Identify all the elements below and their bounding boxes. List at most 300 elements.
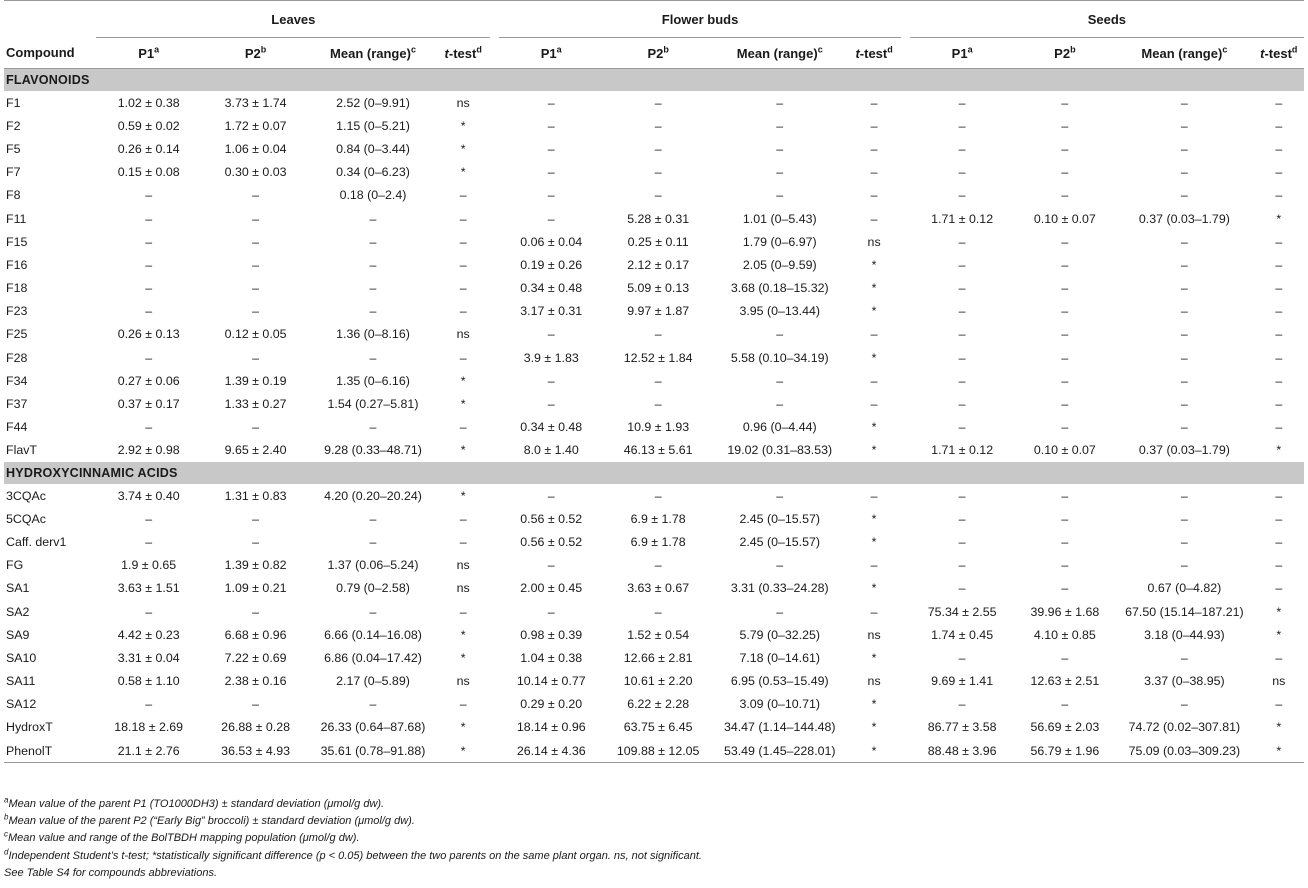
group-header-flower-buds: Flower buds <box>499 1 902 38</box>
table-cell: – <box>145 211 153 226</box>
table-cell: – <box>547 397 555 412</box>
table-cell: ns <box>456 95 470 110</box>
compound-name-cell: F15 <box>6 234 28 249</box>
table-cell: – <box>654 95 662 110</box>
table-cell: 26.33 (0.64–87.68) <box>320 720 426 735</box>
table-cell: 1.15 (0–5.21) <box>336 118 410 133</box>
table-row <box>4 207 1304 230</box>
table-cell: – <box>459 281 467 296</box>
table-cell: – <box>145 257 153 272</box>
table-cell: 26.14 ± 4.36 <box>499 739 604 763</box>
table-cell: – <box>252 534 260 549</box>
table-cell: 1.39 ± 0.82 <box>224 558 287 573</box>
table-cell: – <box>654 165 662 180</box>
table-cell: – <box>252 281 260 296</box>
footnote: $^a$Mean value of the parent P1 (TO1000DH3) ± standard deviation (μmol/g dw). <box>4 795 385 810</box>
table-cell: – <box>547 604 555 619</box>
table-cell: – <box>1275 534 1283 549</box>
compound-name-cell: F37 <box>6 397 28 412</box>
table-cell: * <box>1276 720 1282 735</box>
table-cell: – <box>145 281 153 296</box>
table-cell: 0.56 ± 0.52 <box>520 534 583 549</box>
table-cell: – <box>1180 165 1188 180</box>
table-cell: 86.77 ± 3.58 <box>927 720 997 735</box>
column-header-row <box>4 38 1304 69</box>
table-cell: 75.09 (0.03–309.23) <box>1115 739 1253 763</box>
table-cell: – <box>1061 581 1069 596</box>
table-cell: 1.33 ± 0.27 <box>224 397 287 412</box>
column-header-seeds-p1: P1$^a$ <box>910 38 1015 69</box>
section-title: FLAVONOIDS <box>4 69 1304 92</box>
table-cell: 0.84 (0–3.44) <box>336 141 410 156</box>
table-cell: 3.63 ± 0.67 <box>627 581 690 596</box>
table-cell: 1.39 ± 0.19 <box>224 373 287 388</box>
table-cell: – <box>776 118 784 133</box>
table-cell: – <box>958 327 966 342</box>
table-cell: 1.31 ± 0.83 <box>224 488 287 503</box>
table-cell: – <box>252 697 260 712</box>
table-cell: – <box>1061 234 1069 249</box>
compound-name-cell: HydroxT <box>6 720 53 735</box>
table-cell: * <box>871 443 877 458</box>
table-cell: 2.00 ± 0.45 <box>520 581 583 596</box>
table-cell: 9.97 ± 1.87 <box>627 304 690 319</box>
table-cell: – <box>1061 327 1069 342</box>
table-cell: 1.52 ± 0.54 <box>627 627 690 642</box>
table-cell: – <box>1180 188 1188 203</box>
table-cell: * <box>1276 443 1282 458</box>
table-row <box>4 114 1304 137</box>
table-cell: 0.34 ± 0.48 <box>520 281 583 296</box>
table-cell: 0.67 (0–4.82) <box>1147 581 1222 596</box>
table-cell: – <box>958 188 966 203</box>
table-cell: – <box>1180 281 1188 296</box>
table-cell: – <box>145 188 153 203</box>
table-cell: – <box>1275 234 1283 249</box>
table-cell: * <box>1254 739 1304 763</box>
table-cell: 0.12 ± 0.05 <box>224 327 287 342</box>
footnote: See Table S4 for compounds abbreviations. <box>4 866 218 879</box>
table-cell: – <box>252 350 260 365</box>
table-cell: – <box>958 281 966 296</box>
table-cell: – <box>1275 420 1283 435</box>
compound-name-cell: F34 <box>6 373 28 388</box>
table-cell: 9.28 (0.33–48.71) <box>324 443 422 458</box>
table-cell: – <box>145 697 153 712</box>
table-cell: 0.19 ± 0.26 <box>520 257 583 272</box>
compound-name-cell: F16 <box>6 257 28 272</box>
table-row <box>4 184 1304 207</box>
table-cell: – <box>654 558 662 573</box>
table-cell: 74.72 (0.02–307.81) <box>1128 720 1241 735</box>
table-cell: 3.37 (0–38.95) <box>1144 674 1225 689</box>
column-header-seeds-p2: P2$^b$ <box>1015 38 1116 69</box>
compound-table <box>4 0 1304 763</box>
table-cell: 2.38 ± 0.16 <box>224 674 287 689</box>
table-cell: – <box>369 350 377 365</box>
section-header-row <box>4 462 1304 484</box>
table-cell: – <box>1275 350 1283 365</box>
table-cell: – <box>145 511 153 526</box>
table-cell: 0.15 ± 0.08 <box>117 165 180 180</box>
table-cell: * <box>460 373 466 388</box>
table-cell: – <box>547 165 555 180</box>
table-cell: – <box>654 188 662 203</box>
table-cell: – <box>958 95 966 110</box>
table-body <box>4 69 1304 763</box>
table-row <box>4 577 1304 600</box>
table-cell: 0.06 ± 0.04 <box>520 234 583 249</box>
table-cell: – <box>1180 650 1188 665</box>
table-cell: – <box>1180 697 1188 712</box>
table-cell: – <box>870 373 878 388</box>
table-cell: – <box>369 420 377 435</box>
table-cell: 1.02 ± 0.38 <box>117 95 180 110</box>
table-cell: 3.31 (0.33–24.28) <box>730 581 829 596</box>
table-cell: – <box>1275 257 1283 272</box>
table-row <box>4 693 1304 716</box>
table-cell: 3.31 ± 0.04 <box>117 650 180 665</box>
table-cell: – <box>145 420 153 435</box>
table-cell: – <box>547 488 555 503</box>
table-cell: 4.42 ± 0.23 <box>117 627 180 642</box>
table-cell: – <box>547 95 555 110</box>
table-cell: 0.37 (0.03–1.79) <box>1138 443 1230 458</box>
table-cell: 12.66 ± 2.81 <box>623 650 693 665</box>
table-cell: – <box>1061 697 1069 712</box>
table-cell: – <box>1275 581 1283 596</box>
table-cell: 7.18 (0–14.61) <box>739 650 821 665</box>
table-footnotes <box>4 796 702 882</box>
table-cell: 1.06 ± 0.04 <box>224 141 287 156</box>
table-cell: 39.96 ± 1.68 <box>1030 604 1100 619</box>
compound-name-cell: SA9 <box>6 627 30 642</box>
table-cell: – <box>1061 281 1069 296</box>
table-cell: * <box>871 650 877 665</box>
table-cell: – <box>1061 188 1069 203</box>
table-row <box>4 91 1304 114</box>
column-header-leaves-mean-range: Mean (range)$^c$ <box>310 38 436 69</box>
table-row <box>4 484 1304 507</box>
table-row <box>4 416 1304 439</box>
table-cell: – <box>1275 304 1283 319</box>
table-cell: 19.02 (0.31–83.53) <box>727 443 833 458</box>
table-cell: – <box>958 697 966 712</box>
compound-name-cell: 5CQAc <box>6 511 46 526</box>
table-cell: * <box>871 350 877 365</box>
table-row <box>4 439 1304 462</box>
table-cell: 5.58 (0.10–34.19) <box>730 350 829 365</box>
table-cell: 63.75 ± 6.45 <box>623 720 693 735</box>
table-cell: – <box>1180 420 1188 435</box>
table-cell: – <box>958 397 966 412</box>
table-cell: * <box>871 281 877 296</box>
table-cell: – <box>369 211 377 226</box>
compound-name-cell: PhenolT <box>4 739 96 763</box>
table-cell: – <box>776 558 784 573</box>
table-cell: 3.68 (0.18–15.32) <box>730 281 829 296</box>
compound-name-cell: FlavT <box>6 443 37 458</box>
compound-name-cell: F7 <box>6 165 21 180</box>
table-cell: 0.25 ± 0.11 <box>627 234 689 249</box>
table-cell: – <box>252 211 260 226</box>
table-cell: 10.14 ± 0.77 <box>516 674 586 689</box>
table-cell: 3.17 ± 0.31 <box>520 304 583 319</box>
table-cell: – <box>776 141 784 156</box>
table-row <box>4 300 1304 323</box>
table-cell: 6.86 (0.04–17.42) <box>324 650 422 665</box>
table-cell: – <box>870 604 878 619</box>
table-cell: 6.66 (0.14–16.08) <box>324 627 422 642</box>
table-cell: ns <box>867 674 881 689</box>
table-cell: – <box>459 304 467 319</box>
table-cell: – <box>1275 558 1283 573</box>
table-cell: 6.95 (0.53–15.49) <box>730 674 829 689</box>
table-cell: ns <box>456 674 470 689</box>
table-cell: – <box>1180 511 1188 526</box>
table-cell: – <box>654 373 662 388</box>
table-cell: 0.96 (0–4.44) <box>742 420 817 435</box>
table-cell: – <box>1180 234 1188 249</box>
table-cell: ns <box>867 627 881 642</box>
table-cell: – <box>459 257 467 272</box>
table-cell: * <box>460 118 466 133</box>
table-cell: 0.59 ± 0.02 <box>117 118 180 133</box>
table-cell: – <box>958 141 966 156</box>
table-cell: * <box>847 739 902 763</box>
table-cell: – <box>1180 118 1188 133</box>
table-cell: 0.18 (0–2.4) <box>339 188 407 203</box>
table-cell: – <box>1180 95 1188 110</box>
table-cell: 1.36 (0–8.16) <box>336 327 410 342</box>
table-cell: 8.0 ± 1.40 <box>523 443 579 458</box>
table-cell: 53.49 (1.45–228.01) <box>713 739 847 763</box>
table-cell: 21.1 ± 2.76 <box>96 739 201 763</box>
table-cell: 0.34 (0–6.23) <box>336 165 410 180</box>
column-header-seeds-t-test: t-test$^d$ <box>1254 38 1304 69</box>
table-cell: – <box>776 604 784 619</box>
table-cell: 0.37 (0.03–1.79) <box>1138 211 1230 226</box>
table-cell: * <box>460 141 466 156</box>
table-cell: – <box>958 118 966 133</box>
table-cell: – <box>1275 397 1283 412</box>
column-header-flower-buds-p2: P2$^b$ <box>604 38 713 69</box>
table-cell: – <box>1275 95 1283 110</box>
table-cell: 0.26 ± 0.13 <box>117 327 180 342</box>
table-cell: – <box>369 281 377 296</box>
table-cell: 0.27 ± 0.06 <box>117 373 180 388</box>
table-cell: 18.14 ± 0.96 <box>516 720 586 735</box>
table-cell: – <box>1180 304 1188 319</box>
table-cell: * <box>460 488 466 503</box>
group-header-leaves: Leaves <box>96 1 490 38</box>
table-cell: – <box>654 327 662 342</box>
table-cell: 7.22 ± 0.69 <box>224 650 287 665</box>
table-cell: * <box>871 420 877 435</box>
table-cell: 0.98 ± 0.39 <box>520 627 583 642</box>
table-cell: – <box>1275 511 1283 526</box>
table-cell: 1.9 ± 0.65 <box>121 558 177 573</box>
table-row <box>4 323 1304 346</box>
table-cell: – <box>252 511 260 526</box>
table-cell: 9.65 ± 2.40 <box>224 443 287 458</box>
table-cell: – <box>1275 141 1283 156</box>
compound-name-cell: F2 <box>6 118 21 133</box>
table-cell: – <box>1061 558 1069 573</box>
table-row <box>4 739 1304 763</box>
table-cell: – <box>870 211 878 226</box>
table-cell: * <box>871 304 877 319</box>
table-cell: ns <box>456 558 470 573</box>
section-header-row <box>4 69 1304 92</box>
compound-name-cell: F5 <box>6 141 21 156</box>
table-cell: 1.37 (0.06–5.24) <box>327 558 419 573</box>
table-cell: – <box>1061 420 1069 435</box>
table-row <box>4 554 1304 577</box>
table-cell: 6.9 ± 1.78 <box>630 511 686 526</box>
table-cell: – <box>776 488 784 503</box>
table-cell: 5.09 ± 0.13 <box>627 281 690 296</box>
table-cell: – <box>870 95 878 110</box>
compound-name-cell: SA12 <box>6 697 37 712</box>
table-cell: – <box>870 558 878 573</box>
compound-name-cell: Caff. derv1 <box>6 534 67 549</box>
table-cell: – <box>252 234 260 249</box>
table-cell: – <box>547 188 555 203</box>
table-cell: – <box>1275 697 1283 712</box>
table-cell: 3.9 ± 1.83 <box>523 350 579 365</box>
compound-name-cell: F1 <box>6 95 21 110</box>
table-cell: * <box>871 697 877 712</box>
table-cell: – <box>1180 488 1188 503</box>
compound-name-cell: F11 <box>6 211 27 226</box>
table-cell: * <box>871 257 877 272</box>
table-cell: 0.10 ± 0.07 <box>1033 443 1096 458</box>
table-cell: 2.45 (0–15.57) <box>739 511 821 526</box>
footnote: $^d$Independent Student’s t-test; *statistically significant difference (p < 0.05) between the two parents on the same plant organ. ns, not significant. <box>4 846 702 862</box>
column-header-seeds-mean-range: Mean (range)$^c$ <box>1115 38 1253 69</box>
table-cell: 0.10 ± 0.07 <box>1033 211 1096 226</box>
table-cell: – <box>958 581 966 596</box>
table-cell: – <box>776 95 784 110</box>
table-cell: – <box>958 558 966 573</box>
compound-name-cell: F8 <box>6 188 21 203</box>
table-cell: 34.47 (1.14–144.48) <box>723 720 836 735</box>
table-cell: 9.69 ± 1.41 <box>931 674 994 689</box>
table-cell: – <box>1180 257 1188 272</box>
table-cell: 2.12 ± 0.17 <box>627 257 690 272</box>
footnote: $^b$Mean value of the parent P2 (“Early Big” broccoli) ± standard deviation (μmol/g dw). <box>4 812 415 828</box>
table-cell: – <box>252 304 260 319</box>
table-cell: – <box>1061 397 1069 412</box>
table-cell: 0.37 ± 0.17 <box>117 397 180 412</box>
table-cell: 36.53 ± 4.93 <box>201 739 310 763</box>
table-cell: – <box>459 534 467 549</box>
table-cell: – <box>369 534 377 549</box>
table-row <box>4 230 1304 253</box>
table-cell: * <box>436 739 491 763</box>
table-cell: * <box>1276 627 1282 642</box>
table-cell: 0.58 ± 1.10 <box>117 674 180 689</box>
column-header-leaves-t-test: t-test$^d$ <box>436 38 491 69</box>
table-cell: – <box>1061 350 1069 365</box>
table-cell: 2.17 (0–5.89) <box>336 674 410 689</box>
table-cell: 0.79 (0–2.58) <box>336 581 410 596</box>
table-cell: 1.79 (0–6.97) <box>742 234 817 249</box>
compound-name-cell: SA2 <box>6 604 30 619</box>
table-cell: – <box>252 420 260 435</box>
column-header-flower-buds-mean-range: Mean (range)$^c$ <box>713 38 847 69</box>
table-cell: 75.34 ± 2.55 <box>927 604 997 619</box>
table-cell: – <box>870 488 878 503</box>
table-cell: 4.10 ± 0.85 <box>1033 627 1096 642</box>
table-row <box>4 670 1304 693</box>
table-cell: 3.18 (0–44.93) <box>1144 627 1225 642</box>
table-row <box>4 716 1304 739</box>
table-cell: – <box>958 350 966 365</box>
compound-name-cell: F23 <box>6 304 28 319</box>
table-cell: 1.74 ± 0.45 <box>931 627 994 642</box>
table-cell: ns <box>456 581 470 596</box>
table-cell: – <box>958 511 966 526</box>
table-cell: – <box>145 350 153 365</box>
table-row <box>4 623 1304 646</box>
compound-name-cell: SA11 <box>6 674 36 689</box>
table-cell: – <box>654 118 662 133</box>
column-header-leaves-p2: P2$^b$ <box>201 38 310 69</box>
compound-name-cell: SA10 <box>6 650 37 665</box>
table-cell: – <box>252 188 260 203</box>
table-cell: – <box>1275 650 1283 665</box>
table-header <box>4 1 1304 69</box>
table-cell: – <box>459 188 467 203</box>
table-cell: 67.50 (15.14–187.21) <box>1125 604 1244 619</box>
table-cell: 1.35 (0–6.16) <box>336 373 410 388</box>
table-cell: – <box>1275 327 1283 342</box>
table-cell: – <box>252 604 260 619</box>
table-cell: – <box>870 397 878 412</box>
table-cell: – <box>1275 188 1283 203</box>
table-cell: – <box>459 697 467 712</box>
table-cell: 46.13 ± 5.61 <box>623 443 693 458</box>
table-cell: * <box>871 581 877 596</box>
table-cell: – <box>459 420 467 435</box>
table-cell: – <box>369 304 377 319</box>
table-cell: 1.01 (0–5.43) <box>742 211 817 226</box>
table-row <box>4 646 1304 669</box>
table-cell: – <box>958 420 966 435</box>
section-title: HYDROXYCINNAMIC ACIDS <box>4 462 1304 484</box>
table-cell: – <box>1061 650 1069 665</box>
table-cell: – <box>958 234 966 249</box>
table-cell: – <box>1061 95 1069 110</box>
table-cell: – <box>547 211 555 226</box>
table-cell: – <box>1061 118 1069 133</box>
table-cell: 4.20 (0.20–20.24) <box>324 488 422 503</box>
table-cell: 10.61 ± 2.20 <box>623 674 693 689</box>
table-cell: 1.54 (0.27–5.81) <box>327 397 419 412</box>
table-cell: – <box>1061 304 1069 319</box>
table-cell: – <box>654 141 662 156</box>
table-cell: * <box>460 627 466 642</box>
table-cell: – <box>1180 373 1188 388</box>
table-cell: ns <box>1272 674 1286 689</box>
compound-name-cell: F44 <box>6 420 28 435</box>
table-cell: 0.26 ± 0.14 <box>117 141 180 156</box>
table-cell: – <box>145 534 153 549</box>
table-cell: 1.72 ± 0.07 <box>224 118 287 133</box>
table-cell: – <box>547 141 555 156</box>
